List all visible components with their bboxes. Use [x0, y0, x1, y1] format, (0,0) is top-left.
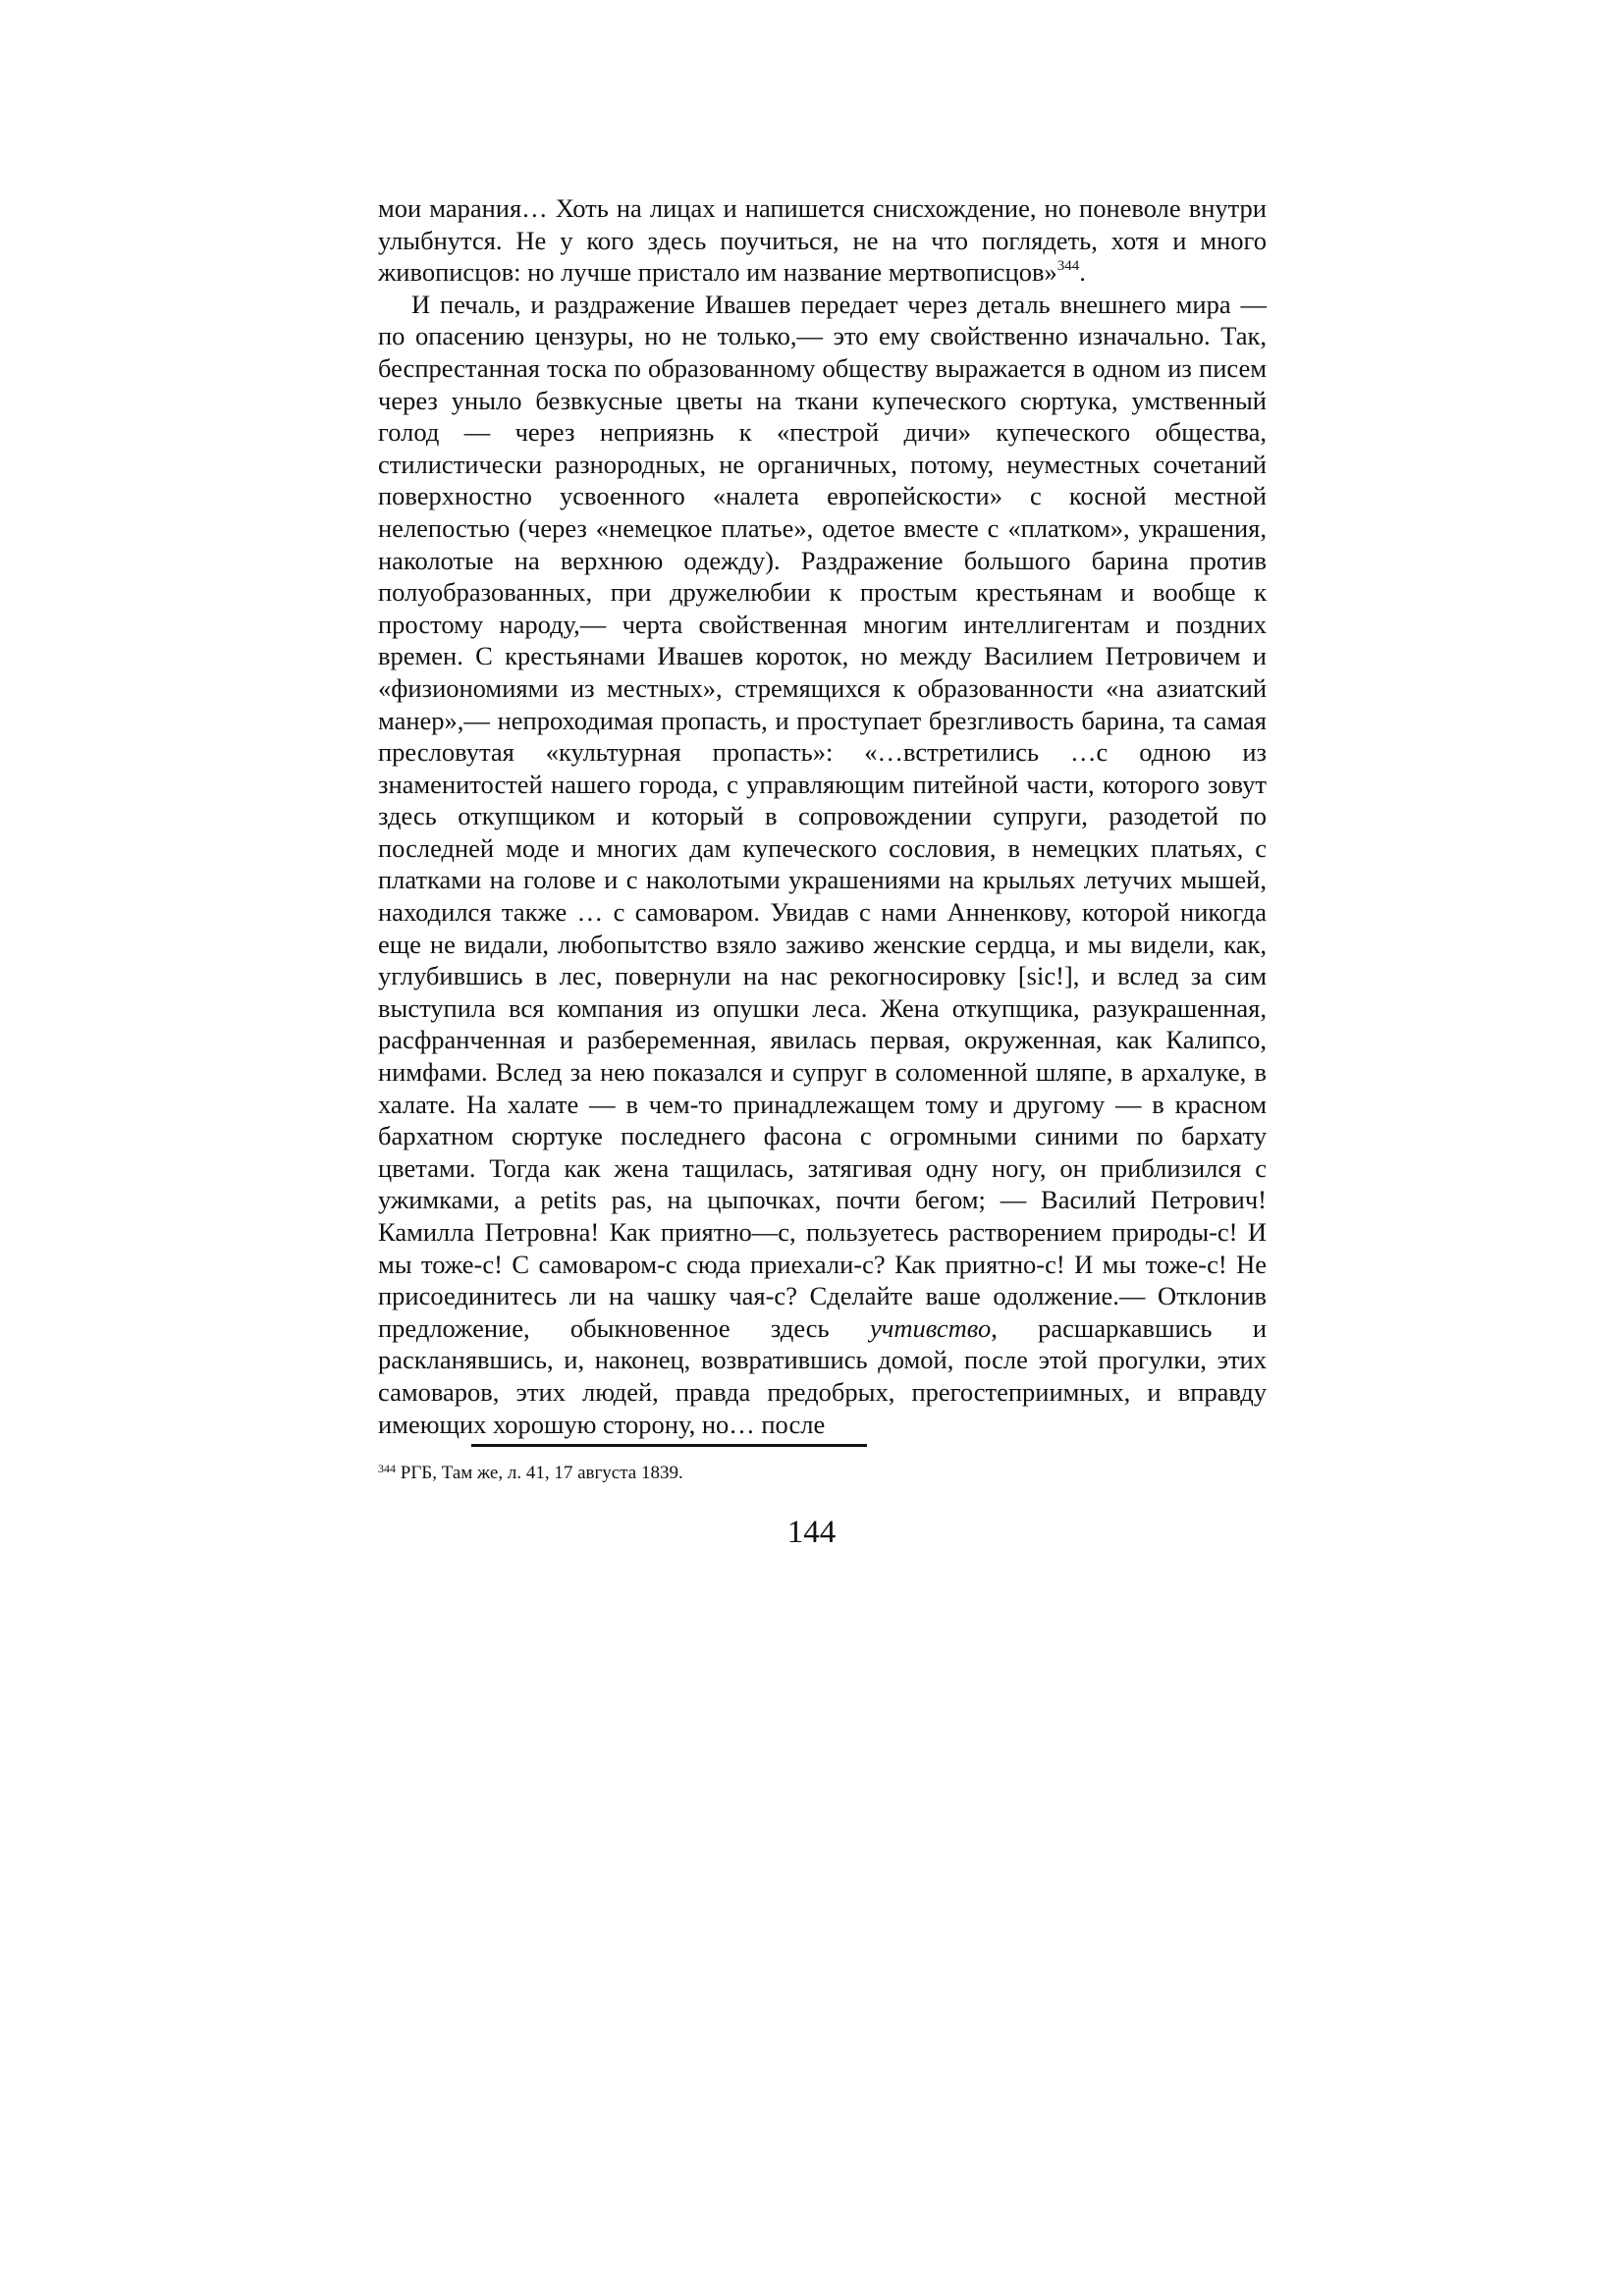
- paragraph-continuation: [378, 192, 1267, 289]
- footnote-separator: [471, 1444, 867, 1447]
- paragraph-2-text-part2: , расшаркавшись и раскланявшись, и, наконец, возвратившись домой, после этой прогулки, этих самоваров, этих людей, правда предобрых, прегостеприимных, и вправду имеющих хорошую сторону, но… после: [378, 1312, 1267, 1439]
- footnote: [378, 1462, 1267, 1486]
- paragraph-1-text: мои марания… Хоть на лицах и напишется снисхождение, но поневоле внутри улыбнутся. Не у кого здесь поучиться, не на что поглядеть, хотя и много живописцов: но лучше пристало им название мертвописцов»: [378, 193, 1267, 288]
- page-number: 144: [786, 1515, 837, 1550]
- footnote-text: РГБ, Там же, л. 41, 17 августа 1839.: [400, 1463, 683, 1483]
- paragraph-main: [378, 289, 1267, 1440]
- footnote-reference[interactable]: 344: [1056, 258, 1080, 275]
- paragraph-2-text-part1: И печаль, и раздражение Ивашев передает через деталь внешнего мира — по опасению цензуры, но не только,— это ему свойственно изначально. Так, беспрестанная тоска по образованному обществу выражается в одном из писем через уныло безвкусные цветы на ткани купеческого сюртука, умственный голод — через неприязнь к «пестрой дичи» купеческого общества, стилистически разнородных, не органичных, потому, неуместных сочетаний поверхностно усвоенного «налета европейскости» с косной местной нелепостью (через «немецкое платье», одетое вместе с «платком», украшения, наколотые на верхнюю одежду). Раздражение большого барина против полуобразованных, при дружелюбии к простым крестьянам и вообще к простому народу,— черта свойственная многим интеллигентам и поздних времен. С крестьянами Ивашев короток, но между Василием Петровичем и «физиономиями из местных», стремящихся к образованности «на азиатский манер»,— непроходимая пропасть, и проступает брезгливость барина, та самая пресловутая «культурная пропасть»: «…встретились …с одною из знаменитостей нашего города, с управляющим питейной части, которого зовут здесь откупщиком и который в сопровождении супруги, разодетой по последней моде и многих дам купеческого сословия, в немецких платьях, с платками на голове и с наколотыми украшениями на крыльях летучих мышей, находился также … с самоваром. Увидав с нами Анненкову, которой никогда еще не видали, любопытство взяло заживо женские сердца, и мы видели, как, углубившись в лес, повернули на нас рекогносировку [sic!], и вслед за сим выступила вся компания из опушки леса. Жена откупщика, разукрашенная, расфранченная и разбеременная, явилась первая, окруженная, как Калипсо, нимфами. Вслед за нею показался и супруг в соломенной шляпе, в архалуке, в халате. На халате — в чем-то принадлежащем тому и другому — в красном бархатном сюртуке последнего фасона с огромными синими по бархату цветами. Тогда как жена тащилась, затягивая одну ногу, он приблизился с ужимками, a petits pas, на цыпочках, почти бегом; — Василий Петрович! Камилла Петровна! Как приятно—с, пользуетесь растворением природы-с! И мы тоже-с! С самоваром-с сюда приехали-с? Как приятно-с! И мы тоже-с! Не присоединитесь ли на чашку чая-с? Сделайте ваше одолжение.— Отклонив предложение, обыкновенное здесь: [378, 289, 1267, 1343]
- paragraph-1-end: .: [1079, 257, 1086, 288]
- emphasized-word: учтивство: [869, 1312, 992, 1343]
- body-text: [378, 192, 1267, 1440]
- footnote-number: 344: [378, 1462, 396, 1475]
